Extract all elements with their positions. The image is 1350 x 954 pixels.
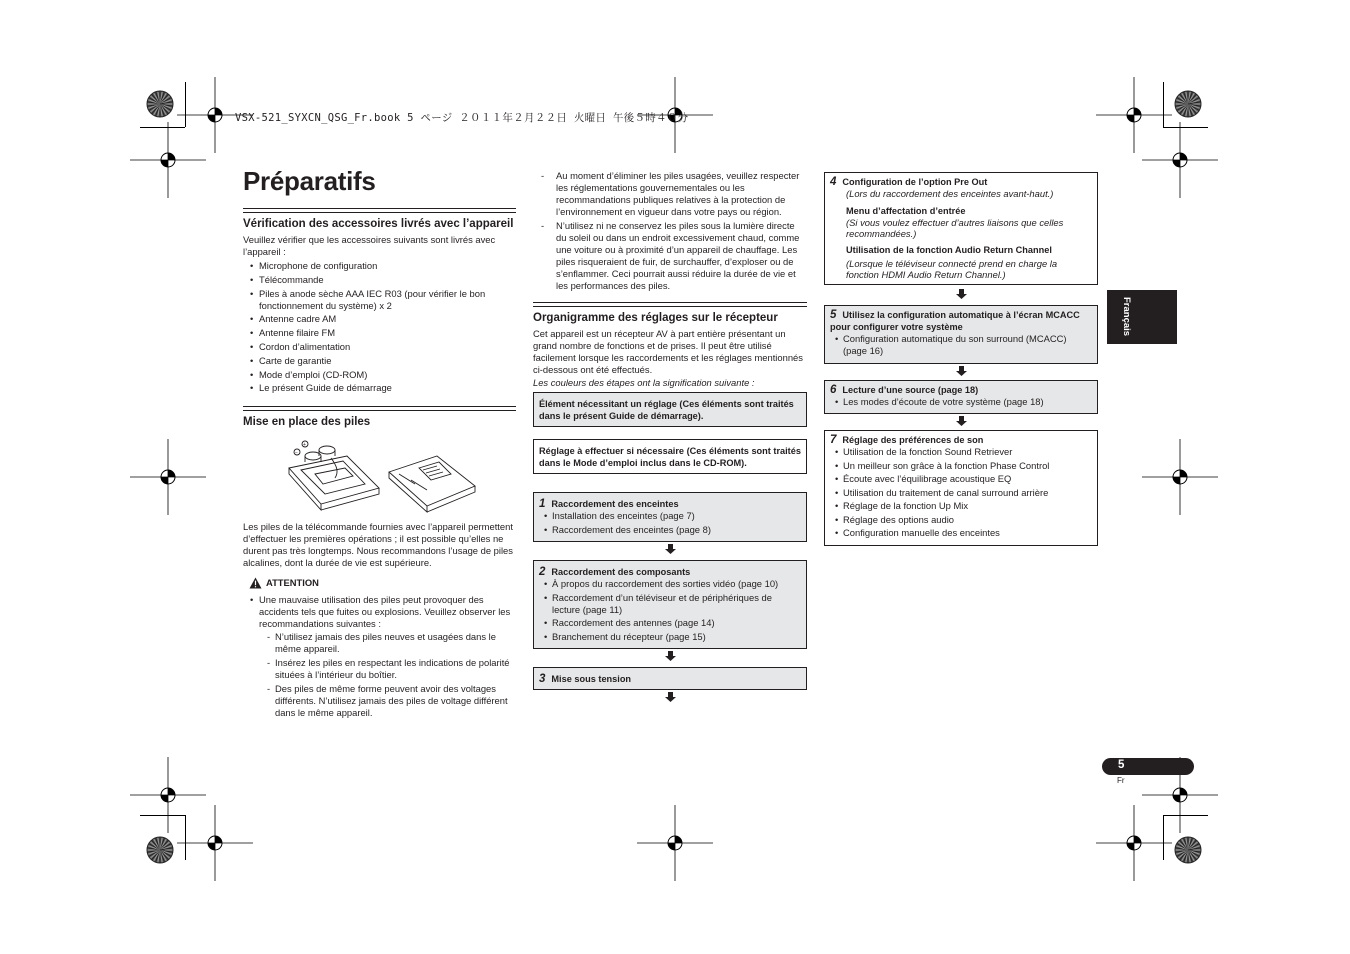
page-title: Préparatifs <box>243 166 376 196</box>
step-5-box <box>824 305 1098 364</box>
step-3-box <box>533 667 807 690</box>
arrow-down-icon <box>956 289 967 299</box>
step-7-box <box>824 430 1098 546</box>
list-item: • Configuration automatique du son surround (MCACC) (page 16) <box>830 333 1092 357</box>
arrow-down-icon <box>665 692 676 702</box>
list-item: • Le présent Guide de démarrage <box>243 382 516 394</box>
crop-line <box>185 82 186 127</box>
step-number: 4 <box>830 176 837 188</box>
list-item: • Carte de garantie <box>243 355 516 367</box>
flow-legend-intro: Les couleurs des étapes ont la signification suivante : <box>533 377 755 388</box>
battery-sub-list-continued <box>533 170 807 292</box>
crop-line <box>1163 815 1164 860</box>
warning-triangle-icon <box>249 577 262 589</box>
language-side-tab <box>1107 290 1177 344</box>
battery-sub-list <box>243 631 516 719</box>
list-item: • Les modes d’écoute de votre système (page 18) <box>830 396 1092 408</box>
svg-text:−: − <box>295 450 298 457</box>
registration-cross-icon <box>635 803 715 883</box>
step-4-box <box>824 172 1098 285</box>
flow-arrow <box>824 414 1098 428</box>
crop-line <box>1163 815 1208 816</box>
step-title: Mise sous tension <box>551 674 632 684</box>
list-item: • Raccordement d’un téléviseur et de périphériques de lecture (page 11) <box>539 592 801 616</box>
registration-cross-icon <box>1094 803 1174 883</box>
attention-text: ATTENTION <box>266 577 319 589</box>
registration-starburst-icon <box>145 89 175 119</box>
step-number: 7 <box>830 434 837 446</box>
list-item: • Raccordement des enceintes (page 8) <box>539 524 801 536</box>
list-item: • Piles à anode sèche AAA IEC R03 (pour vérifier le bon fonctionnement du système) x 2 <box>243 288 516 312</box>
step-4-sub2: Utilisation de la fonction Audio Return Channel <box>846 245 1052 255</box>
list-item: • Microphone de configuration <box>243 260 516 272</box>
list-item: • Utilisation du traitement de canal surround arrière <box>830 487 1092 499</box>
language-side-tab-label: Français <box>1121 297 1132 337</box>
list-item: • À propos du raccordement des sorties vidéo (page 10) <box>539 578 801 590</box>
batteries-heading: Mise en place des piles <box>243 410 516 430</box>
registration-cross-icon <box>128 437 208 517</box>
remote-battery-illustration <box>287 438 477 514</box>
accessories-intro: Veuillez vérifier que les accessoires suivants sont livrés avec l’appareil : <box>243 234 496 257</box>
flow-paragraph: Cet appareil est un récepteur AV à part entière présentant un grand nombre de fonctions et de prises. Il peut être utilisé facilement lorsque les raccordements et les réglages mentionnés ci-dessous ont été effectués. <box>533 328 803 375</box>
step-number: 3 <box>539 673 546 685</box>
step-title: Raccordement des enceintes <box>551 499 679 509</box>
page-language-code: Fr <box>1117 776 1125 785</box>
list-item: • Cordon d’alimentation <box>243 341 516 353</box>
flow-heading: Organigramme des réglages sur le récepteur <box>533 306 807 326</box>
legend-gray-text: Élément nécessitant un réglage (Ces éléments sont traités dans le présent Guide de démarrage). <box>539 399 794 421</box>
crop-line <box>1163 82 1164 127</box>
accessories-list <box>243 260 516 394</box>
step-number: 2 <box>539 566 546 578</box>
step-number: 1 <box>539 498 546 510</box>
step-2-list <box>539 578 801 643</box>
step-6-box <box>824 380 1098 415</box>
legend-white-box <box>533 439 807 474</box>
flow-arrow <box>533 649 807 663</box>
list-item <box>243 594 516 719</box>
crop-line <box>140 127 185 128</box>
step-title: Utilisez la configuration automatique à l’écran MCACC pour configurer votre système <box>830 310 1080 332</box>
arrow-down-icon <box>665 651 676 661</box>
column-right <box>824 172 1098 546</box>
list-item: • Raccordement des antennes (page 14) <box>539 617 801 629</box>
step-number: 5 <box>830 309 837 321</box>
step-4-sub1: Menu d’affectation d’entrée <box>846 206 966 216</box>
flow-arrow <box>533 690 807 704</box>
battery-warning-list <box>243 594 516 719</box>
battery-warning: Une mauvaise utilisation des piles peut provoquer des accidents tels que fuites ou explosions. Veuillez observer les recommandations suivantes : <box>259 594 511 630</box>
arrow-down-icon <box>665 544 676 554</box>
step-4-sub1-note: (Si vous voulez effectuer d’autres liaisons que celles recommandées.) <box>846 217 1064 239</box>
arrow-down-icon <box>956 416 967 426</box>
list-item: • Un meilleur son grâce à la fonction Phase Control <box>830 460 1092 472</box>
step-7-list <box>830 446 1092 539</box>
list-item: • Mode d’emploi (CD-ROM) <box>243 369 516 381</box>
list-item: - Insérez les piles en respectant les indications de polarité situées à l’intérieur du boîtier. <box>259 657 516 681</box>
registration-cross-icon <box>1140 120 1220 200</box>
svg-text:+: + <box>303 442 306 449</box>
list-item: • Réglage de la fonction Up Mix <box>830 500 1092 512</box>
list-item: • Antenne filaire FM <box>243 327 516 339</box>
step-number: 6 <box>830 383 837 396</box>
flow-arrow <box>533 542 807 556</box>
batteries-paragraph: Les piles de la télécommande fournies avec l’appareil permettent d’effectuer les premières opérations ; il est possible qu’elles ne durent pas très longtemps. Nous recommandons l’usage de piles alcalines, dont la durée de vie est supérieure. <box>243 521 513 569</box>
step-title: Raccordement des composants <box>551 567 691 577</box>
step-1-box <box>533 492 807 542</box>
page-number-badge <box>1102 758 1194 775</box>
step-title: Configuration de l’option Pre Out <box>842 177 988 187</box>
step-6-list <box>830 396 1092 408</box>
arrow-down-icon <box>956 366 967 376</box>
legend-white-text: Réglage à effectuer si nécessaire (Ces éléments sont traités dans le Mode d’emploi inclus dans le CD-ROM). <box>539 446 801 468</box>
step-4-note: (Lors du raccordement des enceintes avant-haut.) <box>846 188 1054 199</box>
crop-line <box>185 815 186 860</box>
step-title: Réglage des préférences de son <box>842 435 984 445</box>
column-left <box>243 212 516 721</box>
registration-starburst-icon <box>1173 89 1203 119</box>
book-header-line: VSX-521_SYXCN_QSG_Fr.book 5 ページ ２０１１年２月２２日 火曜日 午後５時４０分 <box>235 112 689 124</box>
registration-starburst-icon <box>1173 835 1203 865</box>
registration-starburst-icon <box>145 835 175 865</box>
step-5-list <box>830 333 1092 357</box>
step-1-list <box>539 510 801 536</box>
list-item: - N’utilisez ni ne conservez les piles sous la lumière directe du soleil ou dans un endroit excessivement chaud, comme une voiture ou à proximité d’un appareil de chauffage. Les piles risqueraient de fuir, de surchauffer, d’exploser ou de s’enflammer. Ceci pourrait aussi réduire la durée de vie et les performances des piles. <box>533 220 807 292</box>
step-4-sub2-note: (Lorsque le téléviseur connecté prend en charge la fonction HDMI Audio Return Channel.) <box>846 258 1058 280</box>
crop-line <box>140 815 185 816</box>
list-item: • Antenne cadre AM <box>243 313 516 325</box>
flow-arrow <box>824 285 1098 303</box>
column-middle <box>533 169 807 704</box>
flow-arrow <box>824 364 1098 378</box>
legend-gray-box <box>533 392 807 427</box>
list-item: • Télécommande <box>243 274 516 286</box>
list-item: • Configuration manuelle des enceintes <box>830 527 1092 539</box>
accessories-heading: Vérification des accessoires livrés avec l’appareil <box>243 212 516 232</box>
list-item: - Des piles de même forme peuvent avoir des voltages différents. N’utilisez jamais des piles de voltage différent dans le même appareil. <box>259 683 516 719</box>
list-item: - N’utilisez jamais des piles neuves et usagées dans le même appareil. <box>259 631 516 655</box>
registration-cross-icon <box>128 120 208 200</box>
page-number: 5 <box>1118 759 1125 771</box>
step-title: Lecture d’une source (page 18) <box>842 384 979 395</box>
step-2-box <box>533 560 807 649</box>
crop-line <box>1163 127 1208 128</box>
list-item: • Installation des enceintes (page 7) <box>539 510 801 522</box>
list-item: • Réglage des options audio <box>830 514 1092 526</box>
registration-cross-icon <box>1140 437 1220 517</box>
list-item: • Utilisation de la fonction Sound Retriever <box>830 446 1092 458</box>
attention-label <box>243 577 516 589</box>
list-item: • Écoute avec l’équilibrage acoustique EQ <box>830 473 1092 485</box>
registration-cross-icon <box>175 803 255 883</box>
list-item: - Au moment d’éliminer les piles usagées, veuillez respecter les réglementations gouvernementales ou les recommandations publiques relatives à la protection de l’environnement en vigueur dans votre pays ou région. <box>533 170 807 218</box>
list-item: • Branchement du récepteur (page 15) <box>539 631 801 643</box>
